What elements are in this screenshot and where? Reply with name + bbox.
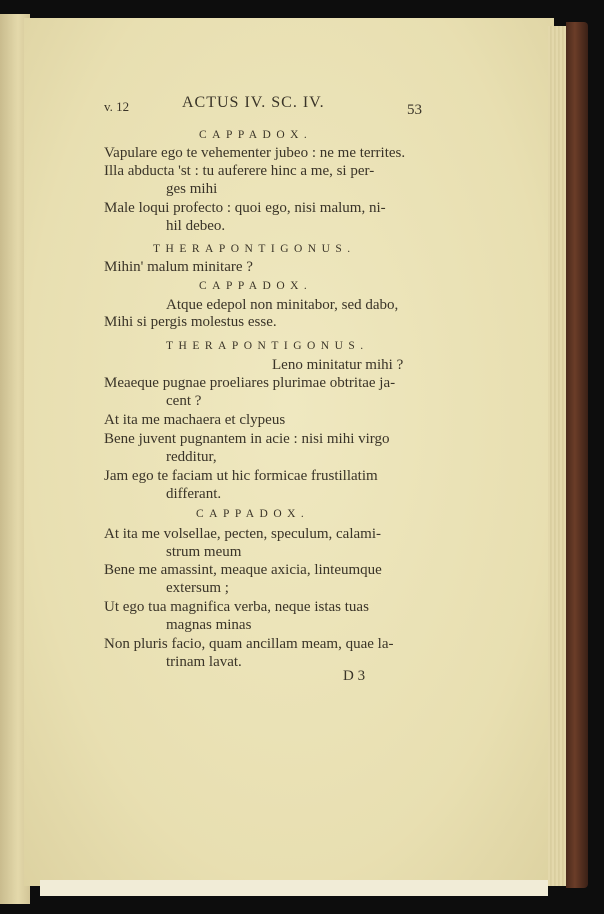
verse-line: Mihin' malum minitare ? bbox=[104, 259, 253, 275]
speaker-name: CAPPADOX. bbox=[196, 508, 310, 520]
verse-line: Atque edepol non minitabor, sed dabo, bbox=[166, 297, 399, 313]
verse-line: Non pluris facio, quam ancillam meam, quae la- bbox=[104, 636, 394, 652]
verse-line: Meaeque pugnae proeliares plurimae obtritae ja- bbox=[104, 375, 396, 391]
verse-line: differant. bbox=[166, 486, 222, 502]
page-title: ACTUS IV. SC. IV. bbox=[182, 94, 325, 111]
verse-line: Male loqui profecto : quoi ego, nisi malum, ni- bbox=[104, 200, 386, 216]
verse-line: redditur, bbox=[166, 449, 217, 465]
page-number: 53 bbox=[407, 102, 422, 118]
verse-line: Jam ego te faciam ut hic formicae frustillatim bbox=[104, 468, 378, 484]
verse-line: magnas minas bbox=[166, 617, 252, 633]
verse-line: extersum ; bbox=[166, 580, 229, 596]
verse-line: trinam lavat. bbox=[166, 654, 242, 670]
verse-line: ges mihi bbox=[166, 181, 218, 197]
verse-line: At ita me machaera et clypeus bbox=[104, 412, 286, 428]
speaker-name: THERAPONTIGONUS. bbox=[166, 340, 369, 352]
verse-line: Leno minitatur mihi ? bbox=[272, 357, 404, 373]
verse-line: Ut ego tua magnifica verba, neque istas tuas bbox=[104, 599, 369, 615]
verse-line: hil debeo. bbox=[166, 218, 226, 234]
verse-line: Bene juvent pugnantem in acie : nisi mihi virgo bbox=[104, 431, 390, 447]
verse-line: strum meum bbox=[166, 544, 242, 560]
verse-line: Mihi si pergis molestus esse. bbox=[104, 314, 277, 330]
volume-marker: v. 12 bbox=[104, 99, 130, 114]
speaker-name: THERAPONTIGONUS. bbox=[153, 243, 356, 255]
verse-line: At ita me volsellae, pecten, speculum, calami- bbox=[104, 526, 381, 542]
signature-mark: D 3 bbox=[343, 668, 366, 684]
verse-line: Vapulare ego te vehementer jubeo : ne me territes. bbox=[104, 145, 406, 161]
verse-line: Illa abducta 'st : tu auferere hinc a me, si per- bbox=[104, 163, 375, 179]
speaker-name: CAPPADOX. bbox=[199, 129, 313, 141]
verse-line: Bene me amassint, meaque axicia, linteumque bbox=[104, 562, 382, 578]
verse-line: cent ? bbox=[166, 393, 202, 409]
speaker-name: CAPPADOX. bbox=[199, 280, 313, 292]
